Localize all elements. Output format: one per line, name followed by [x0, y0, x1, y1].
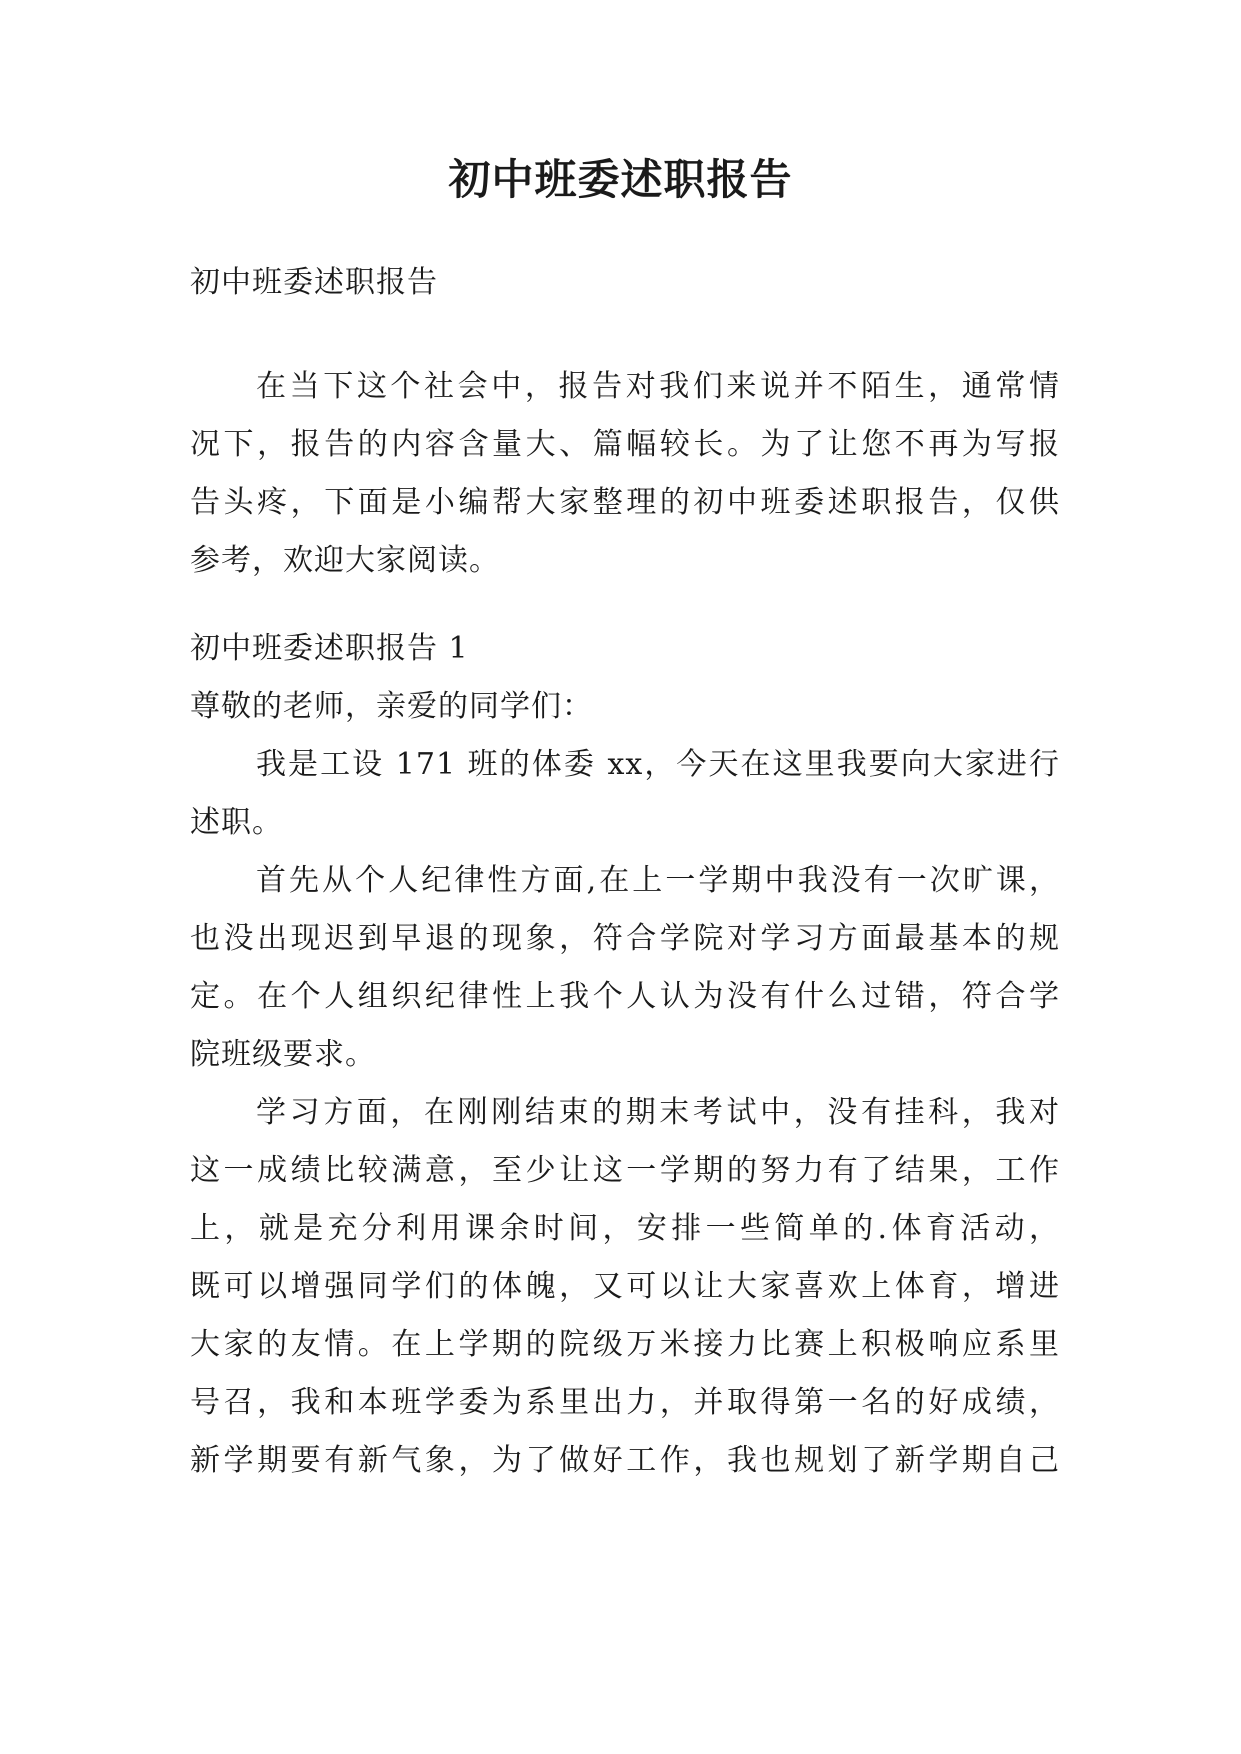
intro-line: 告头疼，下面是小编帮大家整理的初中班委述职报告，仅供 — [190, 485, 1060, 520]
para3-line: 这一成绩比较满意，至少让这一学期的努力有了结果，工作 — [190, 1153, 1060, 1188]
para1-line: 述职。 — [190, 805, 283, 840]
document-title: 初中班委述职报告 — [448, 155, 793, 204]
para3-line: 新学期要有新气象，为了做好工作，我也规划了新学期自己 — [190, 1443, 1060, 1478]
para3-line: 上，就是充分利用课余时间，安排一些简单的.体育活动， — [190, 1211, 1060, 1246]
intro-line: 况下，报告的内容含量大、篇幅较长。为了让您不再为写报 — [190, 427, 1060, 462]
para3-line: 既可以增强同学们的体魄，又可以让大家喜欢上体育，增进 — [190, 1269, 1060, 1304]
para3-line: 大家的友情。在上学期的院级万米接力比赛上积极响应系里 — [190, 1327, 1060, 1362]
para2-line: 也没出现迟到早退的现象，符合学院对学习方面最基本的规 — [190, 921, 1060, 956]
para1-line: 我是工设 171 班的体委 xx，今天在这里我要向大家进行 — [256, 747, 1060, 782]
intro-line: 在当下这个社会中，报告对我们来说并不陌生，通常情 — [256, 369, 1060, 404]
para3-line: 学习方面，在刚刚结束的期末考试中，没有挂科，我对 — [256, 1095, 1060, 1130]
intro-line: 参考，欢迎大家阅读。 — [190, 543, 500, 578]
subtitle: 初中班委述职报告 — [190, 265, 438, 300]
section-heading: 初中班委述职报告 1 — [190, 631, 469, 666]
intro-paragraph — [190, 358, 1060, 590]
para2-line: 定。在个人组织纪律性上我个人认为没有什么过错，符合学 — [190, 979, 1060, 1014]
subtitle-block — [190, 254, 1060, 312]
para3-line: 号召，我和本班学委为系里出力，并取得第一名的好成绩， — [190, 1385, 1060, 1420]
para2-line: 院班级要求。 — [190, 1037, 376, 1072]
report-section — [190, 620, 1060, 1490]
greeting: 尊敬的老师，亲爱的同学们： — [190, 689, 593, 724]
para2-line: 首先从个人纪律性方面,在上一学期中我没有一次旷课， — [256, 863, 1060, 898]
